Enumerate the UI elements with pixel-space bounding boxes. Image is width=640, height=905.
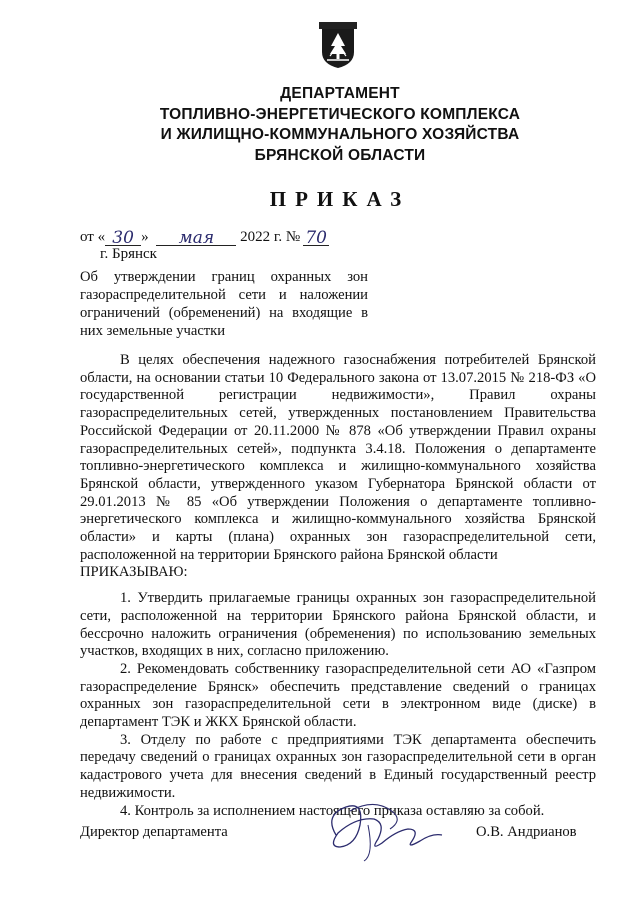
order-item: 4. Контроль за исполнением настоящего приказа оставляю за собой. <box>120 802 545 819</box>
day-handwritten: 30 <box>112 228 134 248</box>
signatory-position: Директор департамента <box>80 824 228 840</box>
document-title: ПРИКАЗ <box>269 187 411 211</box>
day-close-quote: » <box>141 229 149 245</box>
signatory-name: О.В. Андрианов <box>476 824 577 840</box>
date-prefix: от « <box>80 229 106 245</box>
day-field <box>105 227 141 246</box>
number-handwritten: 70 <box>305 228 327 248</box>
department-heading <box>100 84 580 166</box>
order-subject: Об утверждении границ охранных зон газораспределительной сети и наложении ограничений (обременений) на входящие в них земельные участки <box>80 269 368 339</box>
order-body <box>80 352 596 820</box>
city: г. Брянск <box>100 246 157 262</box>
department-line: ДЕПАРТАМЕНТ <box>280 85 400 102</box>
month-handwritten: мая <box>178 228 215 248</box>
preamble-paragraph: В целях обеспечения надежного газоснабжения потребителей Брянской области, на основании статьи 10 Федерального закона от 13.07.2015 № 218-ФЗ «О государственной регистрации недвижимости», Правил охраны газораспределительных сетей, утвержденных постановлением Правительства Российской Федерации от 20.11.2000 № 878 «Об утверждении Правил охраны газораспределительных сетей», подпункта 3.4.18. Положения о департаменте топливно-энергетического комплекса и жилищно-коммунального хозяйства Брянской области, утвержденного указом Губернатора Брянской области от 29.01.2013 № 85 «Об утверждении Положения о департаменте топливно-энергетического комплекса и жилищно-коммунального хозяйства Брянской области» и карты (плана) охранных зон газораспределительной сети, расположенной на территории Брянского района Брянской области <box>80 352 596 563</box>
number-sign: № <box>285 229 301 245</box>
handwritten-signature <box>316 795 456 865</box>
department-line: БРЯНСКОЙ ОБЛАСТИ <box>254 146 426 164</box>
order-item: 2. Рекомендовать собственнику газораспределительной сети АО «Газпром газораспределение Брянск» обеспечить представление сведений о границах охранных зон газораспределительной сети в электронном виде (диске) в департамент ТЭК и ЖКХ Брянской области. <box>80 660 596 731</box>
department-line: И ЖИЛИЩНО-КОММУНАЛЬНОГО ХОЗЯЙСТВА <box>160 126 520 143</box>
order-item: 3. Отделу по работе с предприятиями ТЭК департамента обеспечить передачу сведений о границах охранных зон газораспределительной сети в орган кадастрового учета для внесения сведений в Единый государственный реестр недвижимости. <box>80 731 596 801</box>
order-item: 1. Утвердить прилагаемые границы охранных зон газораспределительной сети, расположенной на территории Брянского района Брянской области, и бессрочно наложить ограничения (обременения) по использованию земельных участков, входящих в них, согласно приложению. <box>80 590 596 660</box>
directive: ПРИКАЗЫВАЮ: <box>80 564 188 581</box>
month-field <box>156 227 236 246</box>
number-field <box>303 227 329 246</box>
year-text: 2022 г. <box>240 229 283 245</box>
department-line: ТОПЛИВНО-ЭНЕРГЕТИЧЕСКОГО КОМПЛЕКСА <box>159 105 521 123</box>
coat-of-arms-icon <box>319 22 357 68</box>
order-date-line <box>80 226 329 248</box>
